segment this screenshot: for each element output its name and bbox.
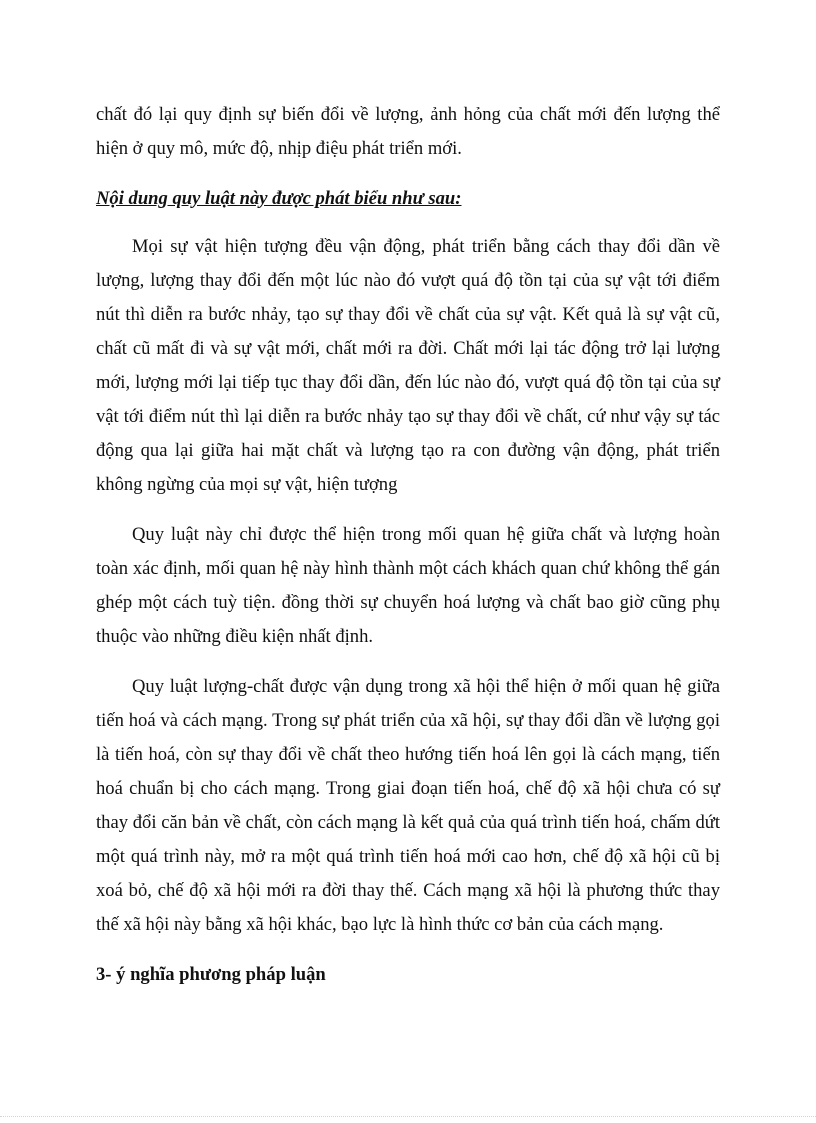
methodology-section-heading: 3- ý nghĩa phương pháp luận <box>96 964 326 985</box>
body-paragraph-relationship: Quy luật này chỉ được thể hiện trong mối quan hệ giữa chất và lượng hoàn toàn xác định, mối quan hệ này hình thành một cách khách quan chứ không thể gán ghép một cách tuỳ tiện. đồng thời sự chuyển hoá lượng và chất bao giờ cũng phụ thuộc vào những điều kiện nhất định. <box>96 524 720 647</box>
body-paragraph-social-application: Quy luật lượng-chất được vận dụng trong xã hội thể hiện ở mối quan hệ giữa tiến hoá và cách mạng. Trong sự phát triển của xã hội, sự thay đổi dần về lượng gọi là tiến hoá, còn sự thay đổi về chất theo hướng tiến hoá lên gọi là cách mạng, tiến hoá chuẩn bị cho cách mạng. Trong giai đoạn tiến hoá, chế độ xã hội chưa có sự thay đổi căn bản về chất, còn cách mạng là kết quả của quá trình tiến hoá, chấm dứt một quá trình này, mở ra một quá trình tiến hoá mới cao hơn, chế độ xã hội cũ bị xoá bỏ, chế độ xã hội mới ra đời thay thế. Cách mạng xã hội là phương thức thay thế xã hội này bằng xã hội khác, bạo lực là hình thức cơ bản của cách mạng. <box>96 676 720 935</box>
page-bottom-divider <box>0 1116 816 1117</box>
document-page <box>96 98 720 992</box>
law-content-heading: Nội dung quy luật này được phát biểu như sau: <box>96 188 462 209</box>
continuation-paragraph: chất đó lại quy định sự biến đổi về lượng, ảnh hỏng của chất mới đến lượng thể hiện ở quy mô, mức độ, nhịp điệu phát triển mới. <box>96 104 720 159</box>
body-paragraph-development: Mọi sự vật hiện tượng đều vận động, phát triển bằng cách thay đổi dần về lượng, lượng thay đổi đến một lúc nào đó vượt quá độ tồn tại của sự vật tới điểm nút thì diễn ra bước nhảy, tạo sự thay đổi về chất của sự vật. Kết quả là sự vật cũ, chất cũ mất đi và sự vật mới, chất mới ra đời. Chất mới lại tác động trở lại lượng mới, lượng mới lại tiếp tục thay đổi dần, đến lúc nào đó, vượt quá độ tồn tại của sự vật tới điểm nút thì lại diễn ra bước nhảy tạo sự thay đổi về chất, cứ như vậy sự tác động qua lại giữa hai mặt chất và lượng tạo ra con đường vận động, phát triển không ngừng của mọi sự vật, hiện tượng <box>96 236 720 495</box>
